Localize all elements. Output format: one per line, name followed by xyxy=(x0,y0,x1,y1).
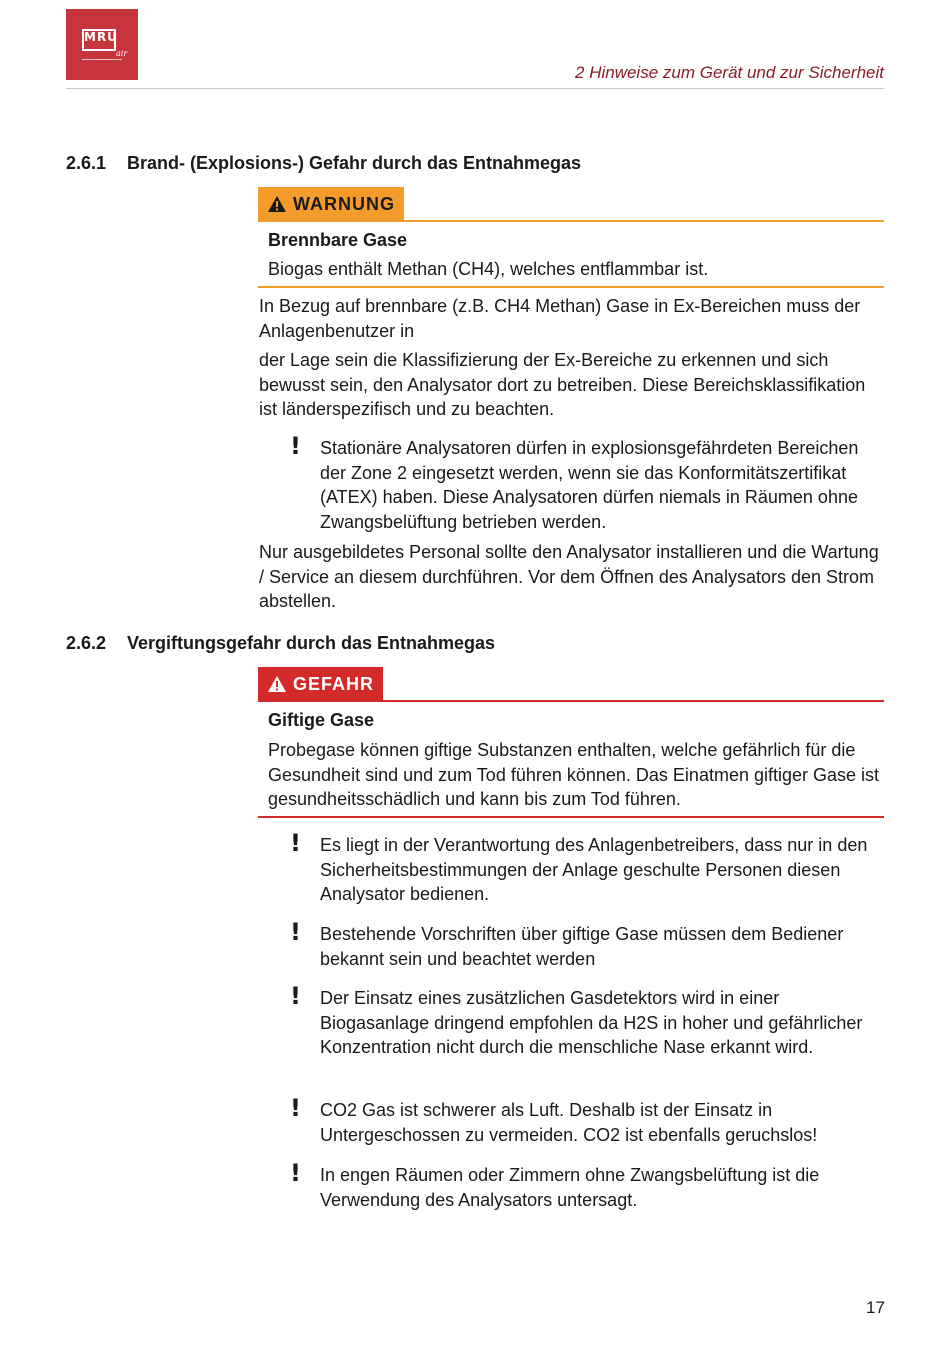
page-number: 17 xyxy=(866,1298,885,1317)
danger-top-rule xyxy=(258,700,884,702)
danger-title: Giftige Gase xyxy=(268,710,375,730)
section-heading-2-6-1 xyxy=(66,153,581,174)
danger-triangle-icon xyxy=(267,675,287,693)
logo-text: MRU xyxy=(84,30,118,44)
note-co2: CO2 Gas ist schwerer als Luft. Deshalb ist der Einsatz in Untergeschossen zu vermeiden. CO2 ist ebenfalls geruchslos! xyxy=(320,1100,818,1145)
note-regulations: Bestehende Vorschriften über giftige Gase müssen dem Bediener bekannt sein und beachtet werden xyxy=(320,924,844,969)
danger-bottom-rule xyxy=(258,816,884,818)
danger-text: Probegase können giftige Substanzen enthalten, welche gefährlich für die Gesundheit sind und zum Tod führen können. Das Einatmen giftiger Gase ist gesundheitsschädlich und kann bis zum Tod führen. xyxy=(268,740,880,809)
paragraph-flammable-gases: In Bezug auf brennbare (z.B. CH4 Methan) Gase in Ex-Bereichen muss der Anlagenbenutzer in xyxy=(259,296,861,341)
chapter-title: 2 Hinweise zum Gerät und zur Sicherheit xyxy=(575,63,884,82)
exclamation-icon: ! xyxy=(290,918,301,946)
signal-word: GEFAHR xyxy=(293,673,375,694)
paragraph-ex-zones: der Lage sein die Klassifizierung der Ex-Bereiche zu erkennen und sich bewusst sein, den Analysator dort zu betreiben. Diese Bereichsklassifikation ist länderspezifisch und zu beachten. xyxy=(259,350,866,419)
warning-title: Brennbare Gase xyxy=(268,230,408,250)
note-gas-detector: Der Einsatz eines zusätzlichen Gasdetektors wird in einer Biogasanlage dringend empfohlen da H2S in hoher und gefährlicher Konzentration nicht durch die menschliche Nase erkannt wird. xyxy=(320,988,863,1057)
warning-top-rule xyxy=(258,220,884,222)
section-heading-2-6-2 xyxy=(66,633,495,654)
warning-box xyxy=(258,187,884,289)
exclamation-icon: ! xyxy=(290,1159,301,1187)
logo-script: air xyxy=(116,49,128,58)
signal-word: WARNUNG xyxy=(293,193,395,214)
header-divider xyxy=(66,88,884,89)
section-title: Vergiftungsgefahr durch das Entnahmegas xyxy=(127,633,496,653)
warning-bottom-rule xyxy=(258,286,884,288)
note-operator-responsibility: Es liegt in der Verantwortung des Anlagenbetreibers, dass nur in den Sicherheitsbestimmungen der Anlage geschulte Personen diesen Analysator bedienen. xyxy=(320,835,868,904)
section-title: Brand- (Explosions-) Gefahr durch das Entnahmegas xyxy=(127,153,582,173)
company-logo xyxy=(66,9,138,80)
warning-triangle-icon xyxy=(267,195,287,213)
warning-label xyxy=(258,187,404,221)
exclamation-icon: ! xyxy=(290,982,301,1010)
danger-box xyxy=(258,667,884,819)
section-number: 2.6.1 xyxy=(66,153,107,173)
paragraph-personnel: Nur ausgebildetes Personal sollte den Analysator installieren und die Wartung / Service an diesem durchführen. Vor dem Öffnen des Analysators den Strom abstellen. xyxy=(259,542,879,611)
warning-text: Biogas enthält Methan (CH4), welches entflammbar ist. xyxy=(268,259,709,279)
danger-label xyxy=(258,667,383,701)
exclamation-icon: ! xyxy=(290,1094,301,1122)
exclamation-icon: ! xyxy=(290,829,301,857)
note-atex: Stationäre Analysatoren dürfen in explosionsgefährdeten Bereichen der Zone 2 eingesetzt werden, wenn sie das Konformitätszertifikat (ATEX) haben. Diese Analysatoren dürfen niemals in Räumen ohne Zwangsbelüftung betrieben werden. xyxy=(320,438,859,532)
exclamation-icon: ! xyxy=(290,432,301,460)
logo-underline xyxy=(82,59,122,60)
note-confined-spaces: In engen Räumen oder Zimmern ohne Zwangsbelüftung ist die Verwendung des Analysators untersagt. xyxy=(320,1165,820,1210)
section-number: 2.6.2 xyxy=(66,633,107,653)
